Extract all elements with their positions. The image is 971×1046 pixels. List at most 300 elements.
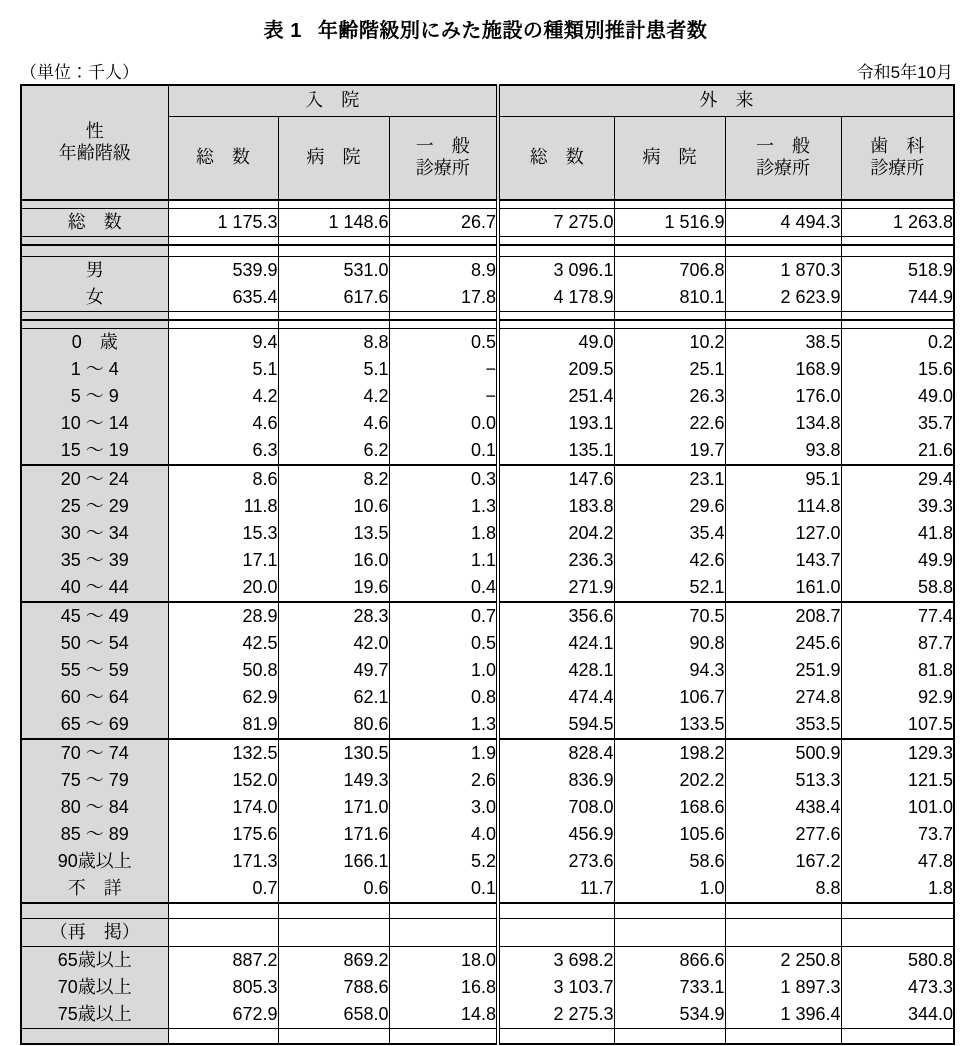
data-cell: − bbox=[389, 356, 498, 383]
data-cell: 209.5 bbox=[498, 356, 614, 383]
table-row bbox=[21, 684, 954, 711]
data-cell: 456.9 bbox=[498, 821, 614, 848]
data-cell: 29.6 bbox=[614, 493, 725, 520]
table-row bbox=[21, 711, 954, 739]
table-row bbox=[21, 465, 954, 493]
stub-header bbox=[21, 85, 168, 200]
data-cell: 167.2 bbox=[725, 848, 841, 875]
spacer-cell bbox=[841, 245, 954, 257]
row-label: 70歳以上 bbox=[21, 974, 168, 1001]
data-cell: 58.6 bbox=[614, 848, 725, 875]
data-cell: 87.7 bbox=[841, 630, 954, 657]
data-cell: 473.3 bbox=[841, 974, 954, 1001]
data-cell: 175.6 bbox=[168, 821, 278, 848]
data-cell: 531.0 bbox=[278, 257, 389, 285]
spacer-cell bbox=[498, 245, 614, 257]
data-cell: 424.1 bbox=[498, 630, 614, 657]
data-cell: 6.2 bbox=[278, 437, 389, 465]
data-cell: 193.1 bbox=[498, 410, 614, 437]
table-number: 表 1 bbox=[263, 20, 302, 42]
data-cell: 635.4 bbox=[168, 284, 278, 312]
table-row bbox=[21, 875, 954, 903]
data-cell: 22.6 bbox=[614, 410, 725, 437]
data-cell: 20.0 bbox=[168, 574, 278, 602]
spacer-cell bbox=[725, 237, 841, 246]
data-cell: 0.5 bbox=[389, 329, 498, 357]
spacer-stub-cell bbox=[21, 320, 168, 329]
spacer-stub-cell bbox=[21, 200, 168, 209]
block-heading-row bbox=[21, 919, 954, 947]
spacer-cell bbox=[278, 245, 389, 257]
data-cell: 0.7 bbox=[389, 602, 498, 630]
row-label: 65 ～ 69 bbox=[21, 711, 168, 739]
col-header-outpatient-dental-line1: 歯 科 bbox=[870, 136, 925, 157]
data-cell: 149.3 bbox=[278, 767, 389, 794]
data-cell: 5.2 bbox=[389, 848, 498, 875]
data-cell: 28.3 bbox=[278, 602, 389, 630]
data-cell: 105.6 bbox=[614, 821, 725, 848]
block-heading-cell bbox=[278, 919, 389, 947]
data-cell: 2 275.3 bbox=[498, 1001, 614, 1029]
row-label: 60 ～ 64 bbox=[21, 684, 168, 711]
data-cell: 594.5 bbox=[498, 711, 614, 739]
data-cell: 1 175.3 bbox=[168, 209, 278, 237]
data-cell: 2 623.9 bbox=[725, 284, 841, 312]
col-header-outpatient-dental-line2: 診療所 bbox=[870, 158, 925, 178]
data-cell: 3 698.2 bbox=[498, 947, 614, 975]
data-cell: 7 275.0 bbox=[498, 209, 614, 237]
row-label: 75 ～ 79 bbox=[21, 767, 168, 794]
data-cell: 143.7 bbox=[725, 547, 841, 574]
table-row bbox=[21, 284, 954, 312]
unit-label: （単位：千人） bbox=[20, 63, 139, 82]
data-cell: 438.4 bbox=[725, 794, 841, 821]
spacer-cell bbox=[389, 200, 498, 209]
caption-row bbox=[20, 58, 953, 83]
col-header-inpatient-hospital: 病 院 bbox=[278, 117, 389, 201]
table-row bbox=[21, 383, 954, 410]
table-row bbox=[21, 602, 954, 630]
row-label: 55 ～ 59 bbox=[21, 657, 168, 684]
spacer-cell bbox=[725, 903, 841, 919]
data-cell: 500.9 bbox=[725, 739, 841, 767]
group-header-outpatient: 外 来 bbox=[498, 85, 954, 117]
row-label: 1 ～ 4 bbox=[21, 356, 168, 383]
data-cell: 8.2 bbox=[278, 465, 389, 493]
data-cell: 1 897.3 bbox=[725, 974, 841, 1001]
spacer-cell bbox=[725, 320, 841, 329]
data-cell: 236.3 bbox=[498, 547, 614, 574]
data-cell: 1.3 bbox=[389, 493, 498, 520]
data-cell: 90.8 bbox=[614, 630, 725, 657]
row-label: 0 歳 bbox=[21, 329, 168, 357]
data-cell: 1 396.4 bbox=[725, 1001, 841, 1029]
data-cell: 744.9 bbox=[841, 284, 954, 312]
table-body bbox=[21, 200, 954, 1044]
data-cell: 245.6 bbox=[725, 630, 841, 657]
spacer-cell bbox=[278, 320, 389, 329]
spacer-cell bbox=[278, 237, 389, 246]
data-cell: 93.8 bbox=[725, 437, 841, 465]
data-cell: 539.9 bbox=[168, 257, 278, 285]
data-cell: 94.3 bbox=[614, 657, 725, 684]
data-cell: 26.7 bbox=[389, 209, 498, 237]
data-cell: 152.0 bbox=[168, 767, 278, 794]
col-header-outpatient-clinic-line1: 一 般 bbox=[756, 136, 811, 157]
data-cell: 1.9 bbox=[389, 739, 498, 767]
data-cell: 4.6 bbox=[168, 410, 278, 437]
data-cell: 204.2 bbox=[498, 520, 614, 547]
data-cell: 171.0 bbox=[278, 794, 389, 821]
table-row bbox=[21, 547, 954, 574]
data-cell: 428.1 bbox=[498, 657, 614, 684]
row-label: 50 ～ 54 bbox=[21, 630, 168, 657]
data-cell: 15.6 bbox=[841, 356, 954, 383]
spacer-cell bbox=[841, 237, 954, 246]
table-row bbox=[21, 356, 954, 383]
data-cell: 356.6 bbox=[498, 602, 614, 630]
spacer-cell bbox=[389, 237, 498, 246]
row-label: 30 ～ 34 bbox=[21, 520, 168, 547]
table-title-text: 年齢階級別にみた施設の種類別推計患者数 bbox=[317, 20, 708, 42]
row-label: 75歳以上 bbox=[21, 1001, 168, 1029]
data-cell: 168.6 bbox=[614, 794, 725, 821]
block-heading-cell bbox=[168, 919, 278, 947]
data-cell: 8.6 bbox=[168, 465, 278, 493]
spacer-cell bbox=[614, 312, 725, 321]
spacer-cell bbox=[725, 1029, 841, 1045]
spacer-cell bbox=[614, 237, 725, 246]
data-cell: 26.3 bbox=[614, 383, 725, 410]
data-cell: 121.5 bbox=[841, 767, 954, 794]
data-cell: 0.2 bbox=[841, 329, 954, 357]
data-cell: 3 103.7 bbox=[498, 974, 614, 1001]
data-cell: 0.5 bbox=[389, 630, 498, 657]
data-cell: 344.0 bbox=[841, 1001, 954, 1029]
data-cell: 14.8 bbox=[389, 1001, 498, 1029]
data-cell: 202.2 bbox=[614, 767, 725, 794]
data-cell: 47.8 bbox=[841, 848, 954, 875]
data-cell: 3.0 bbox=[389, 794, 498, 821]
row-label: 90歳以上 bbox=[21, 848, 168, 875]
data-cell: 4.2 bbox=[168, 383, 278, 410]
data-cell: 534.9 bbox=[614, 1001, 725, 1029]
data-cell: 273.6 bbox=[498, 848, 614, 875]
data-cell: 869.2 bbox=[278, 947, 389, 975]
col-header-inpatient-clinic-line2: 診療所 bbox=[415, 158, 470, 178]
data-cell: 733.1 bbox=[614, 974, 725, 1001]
data-cell: 5.1 bbox=[168, 356, 278, 383]
period-label: 令和5年10月 bbox=[856, 63, 953, 82]
data-cell: 42.5 bbox=[168, 630, 278, 657]
data-cell: 38.5 bbox=[725, 329, 841, 357]
table-row bbox=[21, 257, 954, 285]
data-cell: 18.0 bbox=[389, 947, 498, 975]
row-label: 不 詳 bbox=[21, 875, 168, 903]
data-cell: 1.8 bbox=[841, 875, 954, 903]
table-row bbox=[21, 520, 954, 547]
data-cell: 174.0 bbox=[168, 794, 278, 821]
data-cell: 271.9 bbox=[498, 574, 614, 602]
data-cell: 1 263.8 bbox=[841, 209, 954, 237]
data-cell: 50.8 bbox=[168, 657, 278, 684]
row-label: 10 ～ 14 bbox=[21, 410, 168, 437]
spacer-cell bbox=[841, 1029, 954, 1045]
table-row bbox=[21, 821, 954, 848]
data-cell: 134.8 bbox=[725, 410, 841, 437]
data-cell: 198.2 bbox=[614, 739, 725, 767]
data-cell: 617.6 bbox=[278, 284, 389, 312]
data-cell: 62.1 bbox=[278, 684, 389, 711]
data-cell: 1.3 bbox=[389, 711, 498, 739]
data-cell: 49.0 bbox=[498, 329, 614, 357]
data-cell: 0.1 bbox=[389, 875, 498, 903]
data-cell: 114.8 bbox=[725, 493, 841, 520]
statistics-table bbox=[20, 84, 955, 1045]
data-cell: 16.0 bbox=[278, 547, 389, 574]
data-cell: 11.7 bbox=[498, 875, 614, 903]
row-label: 20 ～ 24 bbox=[21, 465, 168, 493]
data-cell: 77.4 bbox=[841, 602, 954, 630]
data-cell: 49.0 bbox=[841, 383, 954, 410]
table-row bbox=[21, 329, 954, 357]
spacer-cell bbox=[168, 245, 278, 257]
data-cell: 132.5 bbox=[168, 739, 278, 767]
data-cell: 277.6 bbox=[725, 821, 841, 848]
spacer-cell bbox=[841, 903, 954, 919]
data-cell: 1.0 bbox=[614, 875, 725, 903]
data-cell: 513.3 bbox=[725, 767, 841, 794]
row-label: 25 ～ 29 bbox=[21, 493, 168, 520]
data-cell: 28.9 bbox=[168, 602, 278, 630]
spacer-cell bbox=[725, 245, 841, 257]
table-header bbox=[21, 85, 954, 200]
block-heading-cell bbox=[841, 919, 954, 947]
row-label: 80 ～ 84 bbox=[21, 794, 168, 821]
spacer-cell bbox=[168, 200, 278, 209]
data-cell: 8.8 bbox=[725, 875, 841, 903]
data-cell: 19.6 bbox=[278, 574, 389, 602]
spacer-cell bbox=[278, 312, 389, 321]
data-cell: 4 494.3 bbox=[725, 209, 841, 237]
spacer-cell bbox=[168, 1029, 278, 1045]
data-cell: 39.3 bbox=[841, 493, 954, 520]
spacer-row bbox=[21, 200, 954, 209]
col-header-outpatient-clinic bbox=[725, 117, 841, 201]
data-cell: 1 870.3 bbox=[725, 257, 841, 285]
data-cell: 176.0 bbox=[725, 383, 841, 410]
col-header-outpatient-hospital: 病 院 bbox=[614, 117, 725, 201]
data-cell: 4.6 bbox=[278, 410, 389, 437]
row-label: 45 ～ 49 bbox=[21, 602, 168, 630]
spacer-cell bbox=[389, 320, 498, 329]
row-label: 総 数 bbox=[21, 209, 168, 237]
spacer-cell bbox=[389, 903, 498, 919]
data-cell: 70.5 bbox=[614, 602, 725, 630]
statistics-table-wrap bbox=[20, 84, 953, 1045]
block-heading-cell bbox=[614, 919, 725, 947]
spacer-cell bbox=[498, 1029, 614, 1045]
spacer-cell bbox=[498, 312, 614, 321]
spacer-cell bbox=[498, 237, 614, 246]
spacer-row bbox=[21, 237, 954, 246]
data-cell: 135.1 bbox=[498, 437, 614, 465]
spacer-cell bbox=[168, 237, 278, 246]
data-cell: 518.9 bbox=[841, 257, 954, 285]
spacer-cell bbox=[614, 903, 725, 919]
data-cell: 127.0 bbox=[725, 520, 841, 547]
page-title bbox=[0, 14, 971, 43]
row-label: 女 bbox=[21, 284, 168, 312]
data-cell: 58.8 bbox=[841, 574, 954, 602]
spacer-cell bbox=[389, 245, 498, 257]
table-row bbox=[21, 657, 954, 684]
data-cell: 1 516.9 bbox=[614, 209, 725, 237]
data-cell: 42.6 bbox=[614, 547, 725, 574]
data-cell: 15.3 bbox=[168, 520, 278, 547]
spacer-stub-cell bbox=[21, 903, 168, 919]
data-cell: 658.0 bbox=[278, 1001, 389, 1029]
data-cell: 1.1 bbox=[389, 547, 498, 574]
data-cell: 21.6 bbox=[841, 437, 954, 465]
spacer-stub-cell bbox=[21, 245, 168, 257]
data-cell: 474.4 bbox=[498, 684, 614, 711]
data-cell: 10.6 bbox=[278, 493, 389, 520]
row-label: 65歳以上 bbox=[21, 947, 168, 975]
row-label: 35 ～ 39 bbox=[21, 547, 168, 574]
spacer-cell bbox=[498, 320, 614, 329]
data-cell: 101.0 bbox=[841, 794, 954, 821]
col-header-outpatient-dental bbox=[841, 117, 954, 201]
col-header-outpatient-clinic-line2: 診療所 bbox=[756, 158, 811, 178]
data-cell: 887.2 bbox=[168, 947, 278, 975]
spacer-cell bbox=[498, 903, 614, 919]
data-cell: 17.1 bbox=[168, 547, 278, 574]
data-cell: 8.8 bbox=[278, 329, 389, 357]
spacer-cell bbox=[841, 200, 954, 209]
data-cell: 828.4 bbox=[498, 739, 614, 767]
data-cell: 274.8 bbox=[725, 684, 841, 711]
table-row bbox=[21, 574, 954, 602]
table-row bbox=[21, 630, 954, 657]
data-cell: 4 178.9 bbox=[498, 284, 614, 312]
data-cell: 41.8 bbox=[841, 520, 954, 547]
data-cell: 16.8 bbox=[389, 974, 498, 1001]
data-cell: 23.1 bbox=[614, 465, 725, 493]
spacer-cell bbox=[614, 245, 725, 257]
row-label: 男 bbox=[21, 257, 168, 285]
spacer-cell bbox=[498, 200, 614, 209]
row-label: 15 ～ 19 bbox=[21, 437, 168, 465]
data-cell: 0.0 bbox=[389, 410, 498, 437]
block-heading-cell bbox=[725, 919, 841, 947]
data-cell: 9.4 bbox=[168, 329, 278, 357]
data-cell: 708.0 bbox=[498, 794, 614, 821]
data-cell: 171.6 bbox=[278, 821, 389, 848]
col-header-inpatient-clinic-line1: 一 般 bbox=[415, 136, 470, 157]
spacer-cell bbox=[614, 320, 725, 329]
data-cell: 106.7 bbox=[614, 684, 725, 711]
table-row bbox=[21, 794, 954, 821]
spacer-cell bbox=[389, 1029, 498, 1045]
data-cell: 2 250.8 bbox=[725, 947, 841, 975]
spacer-cell bbox=[168, 312, 278, 321]
data-cell: 80.6 bbox=[278, 711, 389, 739]
group-header-inpatient: 入 院 bbox=[168, 85, 498, 117]
table-row bbox=[21, 848, 954, 875]
spacer-cell bbox=[278, 1029, 389, 1045]
data-cell: 0.3 bbox=[389, 465, 498, 493]
data-cell: 580.8 bbox=[841, 947, 954, 975]
data-cell: 13.5 bbox=[278, 520, 389, 547]
data-cell: 0.1 bbox=[389, 437, 498, 465]
data-cell: 805.3 bbox=[168, 974, 278, 1001]
spacer-cell bbox=[841, 320, 954, 329]
spacer-cell bbox=[278, 903, 389, 919]
data-cell: 0.7 bbox=[168, 875, 278, 903]
data-cell: 73.7 bbox=[841, 821, 954, 848]
data-cell: 49.7 bbox=[278, 657, 389, 684]
spacer-cell bbox=[725, 312, 841, 321]
data-cell: 25.1 bbox=[614, 356, 725, 383]
data-cell: 62.9 bbox=[168, 684, 278, 711]
spacer-cell bbox=[168, 320, 278, 329]
data-cell: 35.4 bbox=[614, 520, 725, 547]
table-row bbox=[21, 739, 954, 767]
spacer-row bbox=[21, 1029, 954, 1045]
data-cell: 251.4 bbox=[498, 383, 614, 410]
data-cell: 107.5 bbox=[841, 711, 954, 739]
stub-header-line2: 年齢階級 bbox=[58, 142, 131, 163]
data-cell: 836.9 bbox=[498, 767, 614, 794]
data-cell: 4.0 bbox=[389, 821, 498, 848]
data-cell: 29.4 bbox=[841, 465, 954, 493]
data-cell: 168.9 bbox=[725, 356, 841, 383]
data-cell: 81.8 bbox=[841, 657, 954, 684]
spacer-cell bbox=[168, 903, 278, 919]
spacer-cell bbox=[614, 1029, 725, 1045]
spacer-row bbox=[21, 245, 954, 257]
spacer-cell bbox=[389, 312, 498, 321]
data-cell: − bbox=[389, 383, 498, 410]
data-cell: 706.8 bbox=[614, 257, 725, 285]
spacer-cell bbox=[614, 200, 725, 209]
data-cell: 95.1 bbox=[725, 465, 841, 493]
data-cell: 92.9 bbox=[841, 684, 954, 711]
data-cell: 147.6 bbox=[498, 465, 614, 493]
data-cell: 10.2 bbox=[614, 329, 725, 357]
spacer-row bbox=[21, 903, 954, 919]
data-cell: 19.7 bbox=[614, 437, 725, 465]
data-cell: 11.8 bbox=[168, 493, 278, 520]
col-header-inpatient-total: 総 数 bbox=[168, 117, 278, 201]
row-label: 40 ～ 44 bbox=[21, 574, 168, 602]
row-label: 5 ～ 9 bbox=[21, 383, 168, 410]
data-cell: 788.6 bbox=[278, 974, 389, 1001]
data-cell: 3 096.1 bbox=[498, 257, 614, 285]
data-cell: 166.1 bbox=[278, 848, 389, 875]
data-cell: 49.9 bbox=[841, 547, 954, 574]
block-heading-cell bbox=[498, 919, 614, 947]
block-heading-label: （再 掲） bbox=[21, 919, 168, 947]
data-cell: 0.8 bbox=[389, 684, 498, 711]
table-row bbox=[21, 493, 954, 520]
spacer-cell bbox=[841, 312, 954, 321]
table-row bbox=[21, 209, 954, 237]
data-cell: 866.6 bbox=[614, 947, 725, 975]
spacer-stub-cell bbox=[21, 1029, 168, 1045]
data-cell: 353.5 bbox=[725, 711, 841, 739]
